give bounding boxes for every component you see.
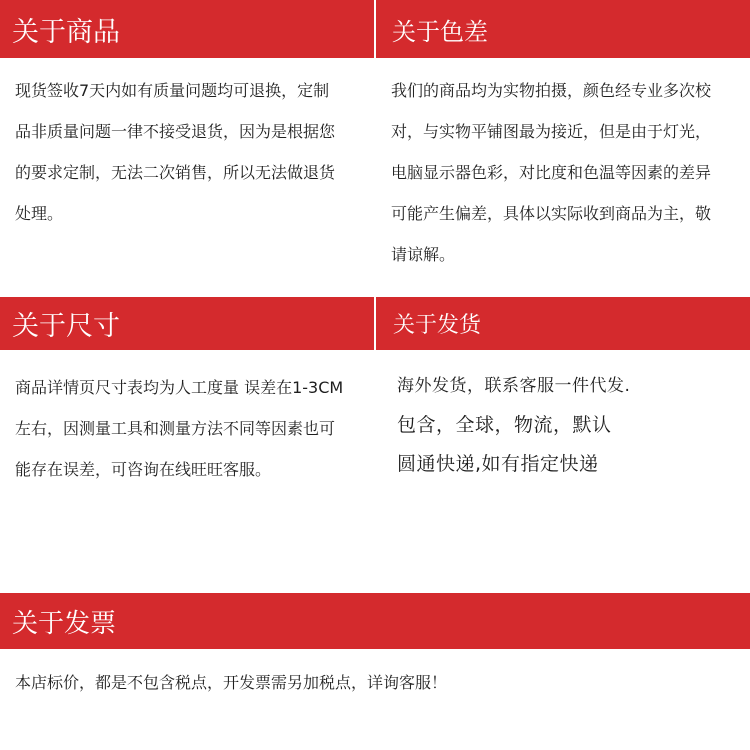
band-divider (374, 297, 376, 350)
text-line: 商品详情页尺寸表均为人工度量 误差在1-3CM (15, 378, 344, 397)
section-title-goods: 关于商品 (12, 16, 120, 48)
text-line: 能存在误差，可咨询在线旺旺客服。 (15, 460, 272, 479)
band-divider (374, 0, 376, 58)
section-body-goods (15, 70, 335, 234)
text-line: 我们的商品均为实物拍摄，颜色经专业多次校 (391, 81, 712, 100)
header-band-bottom (0, 593, 750, 649)
text-line: 品非质量问题一律不接受退货，因为是根据您 (15, 122, 336, 141)
section-body-color (391, 70, 711, 275)
text-line: 电脑显示器色彩，对比度和色温等因素的差异 (391, 163, 712, 182)
text-line: 圆通快递,如有指定快递 (397, 453, 599, 475)
text-line: 对，与实物平铺图最为接近，但是由于灯光， (391, 122, 712, 141)
section-body-shipping (397, 367, 630, 484)
text-line: 本店标价，都是不包含税点，开发票需另加税点，详询客服！ (15, 673, 448, 692)
text-line: 可能产生偏差，具体以实际收到商品为主，敬 (391, 204, 712, 223)
section-title-size: 关于尺寸 (12, 311, 120, 342)
text-line: 海外发货，联系客服一件代发. (397, 376, 631, 396)
text-line: 包含，全球，物流，默认 (397, 414, 612, 436)
text-line: 左右，因测量工具和测量方法不同等因素也可 (15, 419, 336, 438)
section-title-color: 关于色差 (392, 17, 488, 46)
section-title-invoice: 关于发票 (12, 608, 117, 639)
text-line: 请谅解。 (391, 245, 456, 264)
header-band-top (0, 0, 750, 58)
header-band-middle (0, 297, 750, 350)
text-line: 处理。 (15, 204, 64, 223)
section-body-invoice (15, 662, 447, 703)
section-title-shipping: 关于发货 (393, 313, 482, 338)
text-line: 现货签收7天内如有质量问题均可退换，定制 (15, 81, 330, 100)
section-body-size (15, 367, 343, 490)
text-line: 的要求定制，无法二次销售，所以无法做退货 (15, 163, 336, 182)
